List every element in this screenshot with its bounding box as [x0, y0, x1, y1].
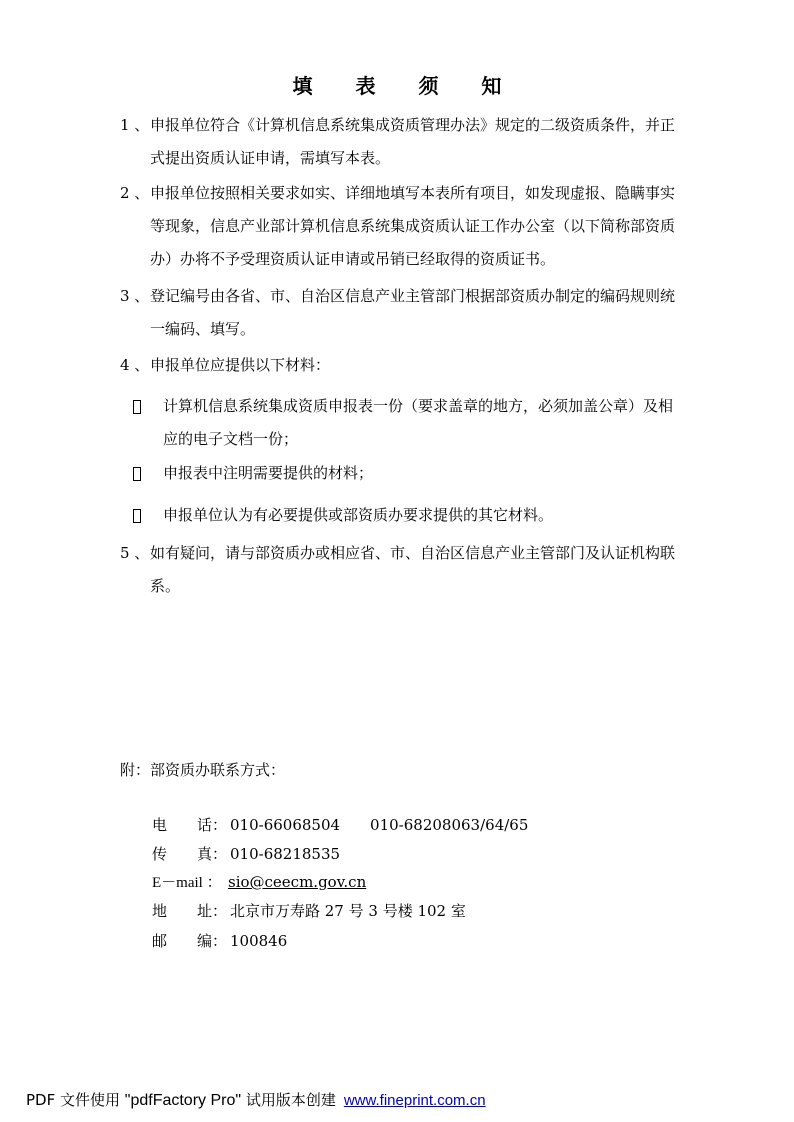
- footer-website-link[interactable]: www.fineprint.com.cn: [343, 1092, 486, 1109]
- material-text-continued: 应的电子文档一份；: [163, 430, 299, 448]
- item-number: 1 、: [120, 116, 150, 134]
- phone-label: 电 话：: [152, 816, 228, 834]
- phone-number-2: 010-68208063/64/65: [370, 816, 529, 834]
- bullet-box-icon: [133, 509, 141, 523]
- instruction-item-3: [120, 280, 710, 346]
- address-value: 北京市万寿路 27 号 3 号楼 102 室: [230, 902, 466, 920]
- address-label: 地 址：: [152, 902, 228, 920]
- item-text: 如有疑问，请与部资质办或相应省、市、自治区信息产业主管部门及认证机构联: [150, 544, 676, 562]
- item-text-continued: 系。: [150, 577, 181, 595]
- contact-phone-row: [152, 813, 528, 837]
- item-text: 申报单位符合《计算机信息系统集成资质管理办法》规定的二级资质条件，并正: [150, 116, 676, 134]
- material-text: 申报单位认为有必要提供或部资质办要求提供的其它材料。: [163, 506, 554, 524]
- bullet-box-icon: [133, 400, 141, 414]
- contact-address-row: [152, 899, 466, 923]
- item-text: 申报单位应提供以下材料：: [150, 356, 331, 374]
- page-title: 填 表 须 知: [292, 74, 520, 98]
- pdf-footer: [26, 1088, 486, 1113]
- item-text-continued: 一编码、填写。: [150, 320, 256, 338]
- material-text: 计算机信息系统集成资质申报表一份（要求盖章的地方，必须加盖公章）及相: [163, 397, 674, 415]
- appendix-heading: 附：部资质办联系方式：: [120, 761, 286, 779]
- item-text: 登记编号由各省、市、自治区信息产业主管部门根据部资质办制定的编码规则统: [150, 287, 676, 305]
- postcode-label: 邮 编：: [152, 932, 228, 950]
- postcode-value: 100846: [230, 932, 288, 950]
- fax-number: 010-68218535: [230, 845, 341, 863]
- email-link[interactable]: sio@ceecm.gov.cn: [228, 873, 367, 891]
- item-text-continued: 办）办将不予受理资质认证申请或吊销已经取得的资质证书。: [150, 250, 556, 268]
- item-text-continued: 式提出资质认证申请，需填写本表。: [150, 149, 391, 167]
- material-item-2: [133, 457, 713, 490]
- item-number: 4 、: [120, 356, 150, 374]
- material-item-1: [133, 390, 713, 456]
- item-number: 3 、: [120, 287, 150, 305]
- instruction-item-4: [120, 349, 710, 382]
- footer-suffix: 试用版本创建: [241, 1091, 336, 1109]
- contact-postcode-row: [152, 929, 287, 953]
- footer-prefix: PDF 文件使用: [26, 1091, 125, 1109]
- footer-product: "pdfFactory Pro": [124, 1092, 242, 1109]
- item-number: 2 、: [120, 184, 150, 202]
- contact-fax-row: [152, 842, 340, 866]
- contact-email-row: [152, 870, 366, 895]
- item-text-continued: 等现象，信息产业部计算机信息系统集成资质认证工作办公室（以下简称部资质: [150, 217, 676, 235]
- material-text: 申报表中注明需要提供的材料；: [163, 464, 374, 482]
- instruction-item-2: [120, 177, 710, 276]
- item-number: 5 、: [120, 544, 150, 562]
- bullet-box-icon: [133, 467, 141, 481]
- phone-number-1: 010-66068504: [230, 816, 341, 834]
- item-text: 申报单位按照相关要求如实、详细地填写本表所有项目，如发现虚报、隐瞒事实: [150, 184, 676, 202]
- email-label: E－mail ：: [152, 875, 222, 891]
- fax-label: 传 真：: [152, 845, 228, 863]
- material-item-3: [133, 499, 713, 532]
- instruction-item-1: [120, 109, 710, 175]
- instruction-item-5: [120, 537, 710, 603]
